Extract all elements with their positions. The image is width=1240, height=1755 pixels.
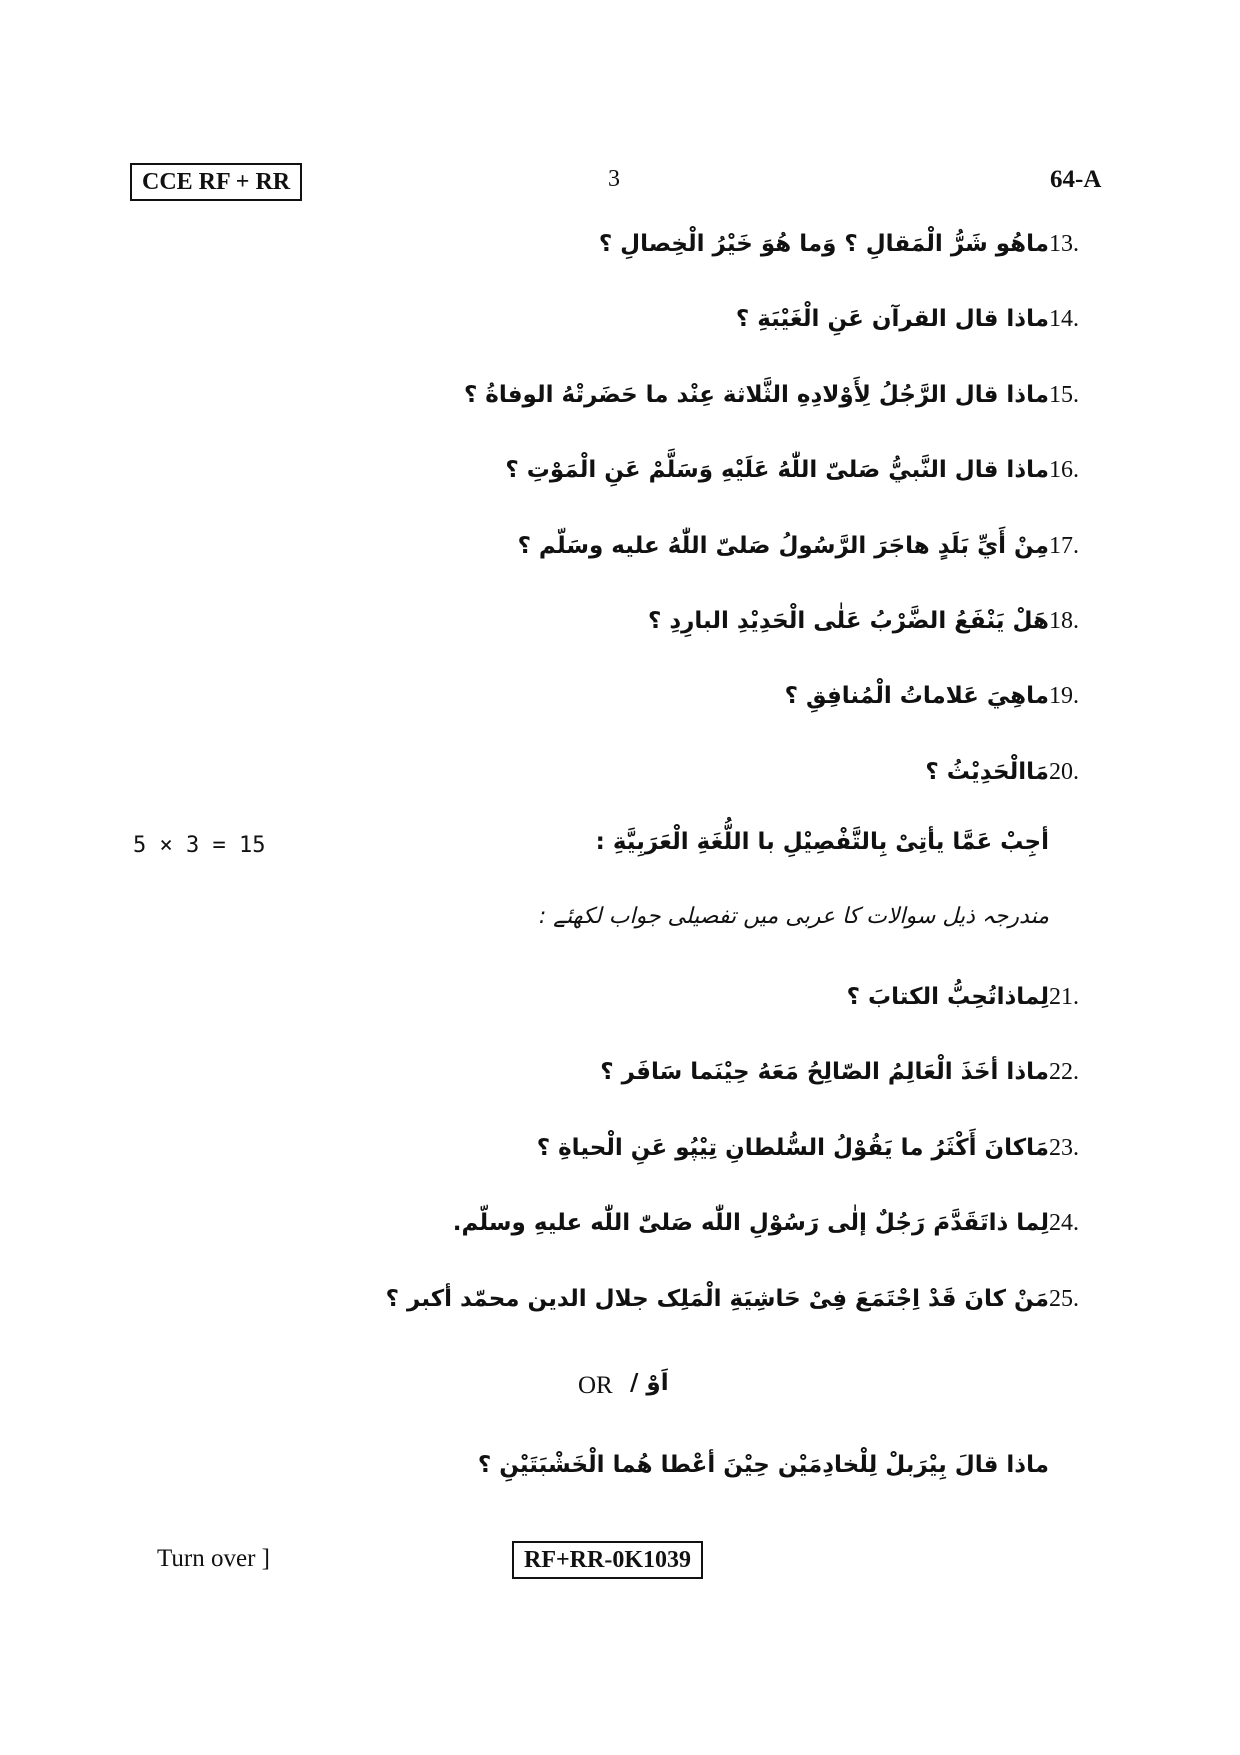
footer-code-box: RF+RR-0K1039 bbox=[512, 1541, 703, 1579]
question-text: ماذا أخَذَ الْعَالِمُ الصّالِحُ مَعَهُ حِيْنَما سَافَر ؟ bbox=[600, 1059, 1049, 1085]
question-row bbox=[648, 599, 1111, 643]
question-number: 15. bbox=[1049, 381, 1079, 408]
question-number: 19. bbox=[1049, 682, 1079, 709]
question-row bbox=[386, 1277, 1111, 1321]
question-row bbox=[736, 297, 1111, 341]
or-arabic: اَوْ / bbox=[630, 1370, 669, 1396]
alternative-question: ماذا قالَ بِيْرَبلْ لِلْخادِمَيْن حِيْنَ أعْطا هُما الْخَشْبَتَيْنِ ؟ bbox=[477, 1452, 1049, 1478]
arabic-instruction: أجِبْ عَمَّا يأتِىْ بِالتَّفْصِيْلِ با اللُّغَةِ الْعَرَبِيَّةِ : bbox=[595, 829, 1049, 855]
section-marks: 5 × 3 = 15 bbox=[133, 833, 266, 858]
question-number: 21. bbox=[1049, 983, 1079, 1010]
question-number: 18. bbox=[1049, 607, 1079, 634]
question-row bbox=[453, 1201, 1111, 1245]
question-number: 22. bbox=[1049, 1058, 1079, 1085]
turn-over-note: Turn over ] bbox=[157, 1545, 270, 1572]
question-row bbox=[505, 448, 1111, 492]
question-row bbox=[925, 750, 1111, 794]
question-row bbox=[847, 975, 1111, 1019]
question-text: لِما ذاتَقَدَّمَ رَجُلٌ إلٰى رَسُوْلِ اللّٰه صَلىّٰ اللّٰه عليهِ وسلّم. bbox=[452, 1210, 1049, 1236]
question-text: ماهُو شَرُّ الْمَقالِ ؟ وَما هُوَ خَيْرُ الْخِصالِ ؟ bbox=[598, 231, 1049, 257]
question-row bbox=[464, 373, 1111, 417]
question-row bbox=[518, 524, 1111, 568]
question-number: 20. bbox=[1049, 758, 1079, 785]
question-number: 24. bbox=[1049, 1209, 1079, 1236]
question-number: 23. bbox=[1049, 1134, 1079, 1161]
header-series-box: CCE RF + RR bbox=[130, 163, 302, 201]
page-number: 3 bbox=[608, 166, 620, 192]
question-text: مَنْ كانَ قَدْ اِجْتَمَعَ فِىْ حَاشِيَةِ الْمَلِک جلال الدين محمّد أكبر ؟ bbox=[385, 1286, 1049, 1312]
question-number: 25. bbox=[1049, 1285, 1079, 1312]
or-label: OR bbox=[578, 1372, 613, 1399]
question-row bbox=[599, 222, 1111, 266]
question-text: مَاالْحَدِيْثُ ؟ bbox=[925, 759, 1049, 785]
urdu-instruction: مندرجہ ذیل سوالات کا عربی میں تفصیلی جواب لکھئے : bbox=[538, 904, 1049, 929]
question-text: ماذا قال النَّبيُّ صَلىّ اللّٰهُ عَلَيْهِ وَسَلَّمْ عَنِ الْمَوْتِ ؟ bbox=[505, 457, 1049, 483]
question-number: 13. bbox=[1049, 230, 1079, 257]
question-text: مَاكانَ أَكْثَرُ ما يَقُوْلُ السُّلطانِ تِيْپُو عَنِ الْحياةِ ؟ bbox=[536, 1135, 1049, 1161]
question-text: مِنْ أَيِّ بَلَدٍ هاجَرَ الرَّسُولُ صَلىّ اللّٰهُ عليه وسَلّم ؟ bbox=[517, 533, 1049, 559]
question-row bbox=[537, 1126, 1111, 1170]
question-text: ماهِيَ عَلاماتُ الْمُنافِقِ ؟ bbox=[784, 683, 1049, 709]
question-text: ماذا قال الرَّجُلُ لِأَوْلادِهِ الثَّلاثة عِنْد ما حَضَرتْهُ الوفاةُ ؟ bbox=[463, 382, 1049, 408]
question-number: 14. bbox=[1049, 305, 1079, 332]
question-number: 16. bbox=[1049, 456, 1079, 483]
paper-code: 64-A bbox=[1050, 166, 1102, 193]
question-text: هَلْ يَنْفَعُ الضَّرْبُ عَلٰى الْحَدِيْدِ البارِدِ ؟ bbox=[647, 608, 1049, 634]
question-row bbox=[785, 674, 1111, 718]
question-text: ماذا قال القرآن عَنِ الْغَيْبَةِ ؟ bbox=[735, 306, 1049, 332]
question-text: لِماذاتُحِبُّ الكتابَ ؟ bbox=[846, 984, 1049, 1010]
question-row bbox=[600, 1050, 1111, 1094]
question-number: 17. bbox=[1049, 532, 1079, 559]
